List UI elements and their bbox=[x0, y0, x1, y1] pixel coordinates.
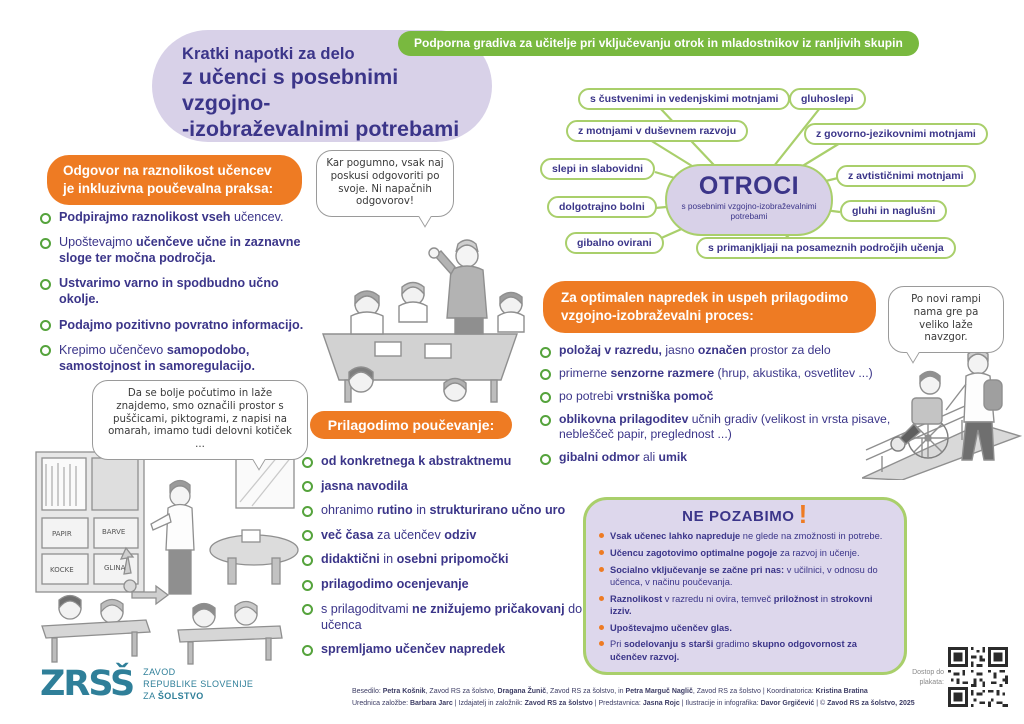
list-item: oblikovna prilagoditev učnih gradiv (velikost in vrsta pisave, nebleščeč papir, preglednost ...) bbox=[540, 412, 892, 444]
list-item: Pri sodelovanju s starši gradimo skupno odgovornost za učenčev razvoj. bbox=[599, 638, 891, 663]
list-item: Podajmo pozitivno povratno informacijo. bbox=[40, 317, 316, 333]
list-item: spremljamo učenčev napredek bbox=[302, 641, 594, 657]
bullet-icon bbox=[540, 392, 551, 403]
list-item: Krepimo učenčevo samopodobo, samostojnost in samoregulacijo. bbox=[40, 342, 316, 374]
mindmap-node-slepi: slepi in slabovidni bbox=[540, 158, 655, 180]
mindmap-node-gibalno: gibalno ovirani bbox=[565, 232, 664, 254]
bullet-icon bbox=[599, 533, 604, 538]
speech-bubble-classroom: Kar pogumno, vsak naj poskusi odgovoriti po svoje. Ni napačnih odgovorov! bbox=[316, 150, 454, 217]
bullet-icon bbox=[540, 369, 551, 380]
shelf-label-glina: GLINA bbox=[104, 564, 126, 572]
bullet-icon bbox=[540, 454, 551, 465]
shelf-label-barve: BARVE bbox=[102, 528, 126, 536]
list-item: Upoštevajmo učenčeve učne in zaznavne sloge ter močna področja. bbox=[40, 234, 316, 266]
mindmap-node-bolni: dolgotrajno bolni bbox=[547, 196, 657, 218]
mindmap-node-avtisticni: z avtističnimi motnjami bbox=[836, 165, 976, 187]
mindmap-node-govorno: z govorno-jezikovnimi motnjami bbox=[804, 123, 988, 145]
bullet-icon bbox=[40, 345, 51, 356]
mindmap-node-gluhoslepi: gluhoslepi bbox=[789, 88, 866, 110]
list-item: Upoštevajmo učenčev glas. bbox=[599, 622, 891, 634]
list-item: Vsak učenec lahko napreduje ne glede na zmožnosti in potrebe. bbox=[599, 530, 891, 542]
mindmap-center-title: OTROCI bbox=[698, 172, 800, 200]
shelf-label-papir: PAPIR bbox=[52, 530, 72, 538]
speech-bubble-corner: Da se bolje počutimo in laže znajdemo, smo označili prostor s puščicami, piktogrami, z napisi na omarah, imamo tudi delovni kotiček ... bbox=[92, 380, 308, 460]
zrss-logo bbox=[40, 664, 253, 704]
list-inclusive-practice bbox=[40, 209, 316, 383]
credits-line-1: Besedilo: Petra Košnik, Zavod RS za šolstvo, Dragana Žunič, Zavod RS za šolstvo, in Petra Marguč Naglič, Zavod RS za šolstvo | Koordinatorica: Kristina Bratina bbox=[352, 688, 868, 695]
support-banner: Podporna gradiva za učitelje pri vključevanju otrok in mladostnikov iz ranljivih skupin bbox=[398, 31, 919, 56]
bullet-icon bbox=[540, 347, 551, 358]
poster-title-kicker: Kratki napotki za delo bbox=[182, 45, 355, 63]
list-item: Podpirajmo raznolikost vseh učencev. bbox=[40, 209, 316, 225]
list-item: Socialno vključevanje se začne pri nas: v učilnici, v odnosu do učenca, v načinu poučevanja. bbox=[599, 564, 891, 589]
bullet-icon bbox=[302, 506, 313, 517]
list-adapt-process bbox=[540, 343, 892, 473]
list-item: jasna navodila bbox=[302, 478, 594, 494]
list-adapt-teaching bbox=[302, 453, 594, 666]
list-item: ohranimo rutino in strukturirano učno uro bbox=[302, 502, 594, 518]
bullet-icon bbox=[302, 457, 313, 468]
list-item: s prilagoditvami ne znižujemo pričakovanj do učenca bbox=[302, 601, 594, 633]
bullet-icon bbox=[302, 481, 313, 492]
credits bbox=[352, 686, 918, 711]
mindmap-node-custvene: s čustvenimi in vedenjskimi motnjami bbox=[578, 88, 790, 110]
qr-code bbox=[948, 647, 1008, 712]
bullet-icon bbox=[599, 625, 604, 630]
mindmap-center-node bbox=[665, 164, 833, 236]
list-item: primerne senzorne razmere (hrup, akustika, osvetlitev ...) bbox=[540, 366, 892, 382]
list-item: prilagodimo ocenjevanje bbox=[302, 576, 594, 592]
speech-bubble-ramp: Po novi rampi nama gre pa veliko laže navzgor. bbox=[888, 286, 1004, 353]
list-item: Učencu zagotovimo optimalne pogoje za razvoj in učenje. bbox=[599, 547, 891, 559]
list-item: Raznolikost v razredu ni ovira, temveč priložnost in strokovni izziv. bbox=[599, 593, 891, 618]
heading-adapt-teaching: Prilagodimo poučevanje: bbox=[310, 411, 512, 439]
poster-title-line3: -izobraževalnimi potrebami bbox=[182, 117, 460, 142]
bullet-icon bbox=[40, 213, 51, 224]
mindmap-node-dusevni: z motnjami v duševnem razvoju bbox=[566, 120, 748, 142]
list-item: več časa za učenčev odziv bbox=[302, 527, 594, 543]
mindmap-node-primanjkljaji: s primanjkljaji na posameznih področjih učenja bbox=[696, 237, 956, 259]
bullet-icon bbox=[302, 645, 313, 656]
bullet-icon bbox=[40, 238, 51, 249]
list-item: gibalni odmor ali umik bbox=[540, 450, 892, 466]
bullet-icon bbox=[40, 279, 51, 290]
exclamation-mark: ! bbox=[798, 499, 808, 529]
bullet-icon bbox=[599, 596, 604, 601]
list-item: didaktični in osebni pripomočki bbox=[302, 551, 594, 567]
bullet-icon bbox=[540, 415, 551, 426]
qr-label: Dostop do plakata: bbox=[912, 669, 944, 686]
ramp-illustration bbox=[862, 332, 1022, 480]
mindmap-node-gluhi: gluhi in naglušni bbox=[840, 200, 947, 222]
remember-box bbox=[583, 497, 907, 675]
bullet-icon bbox=[599, 641, 604, 646]
bullet-icon bbox=[302, 555, 313, 566]
credits-line-2: Urednica založbe: Barbara Jarc | Izdajatelj in založnik: Zavod RS za šolstvo | Predstavnica: Jasna Rojc | Ilustracije in infografika: Davor Grgičević | © Zavod RS za šolstvo, 2025 bbox=[352, 700, 915, 708]
classroom-illustration bbox=[305, 212, 540, 407]
bullet-icon bbox=[599, 567, 604, 572]
poster-title-line2: z učenci s posebnimi vzgojno- bbox=[182, 65, 399, 116]
bullet-icon bbox=[302, 604, 313, 615]
list-remember bbox=[599, 530, 891, 663]
zrss-logo-acronym: ZRSŠ bbox=[40, 664, 134, 704]
bullet-icon bbox=[40, 320, 51, 331]
list-item: od konkretnega k abstraktnemu bbox=[302, 453, 594, 469]
bullet-icon bbox=[302, 580, 313, 591]
bullet-icon bbox=[302, 530, 313, 541]
list-item: položaj v razredu, jasno označen prostor za delo bbox=[540, 343, 892, 359]
heading-adapt-process: Za optimalen napredek in uspeh prilagodimo vzgojno-izobraževalni proces: bbox=[543, 281, 876, 333]
remember-title: NE POZABIMO ! bbox=[682, 499, 808, 529]
mindmap-center-subtitle: s posebnimi vzgojno-izobraževalnimi potrebami bbox=[681, 201, 817, 222]
list-item: Ustvarimo varno in spodbudno učno okolje. bbox=[40, 275, 316, 307]
zrss-logo-text: ZAVOD REPUBLIKE SLOVENIJE ZA ŠOLSTVO bbox=[143, 666, 254, 702]
bullet-icon bbox=[599, 550, 604, 555]
heading-inclusive-practice: Odgovor na raznolikost učencev je inkluzivna poučevalna praksa: bbox=[47, 155, 302, 205]
list-item: po potrebi vrstniška pomoč bbox=[540, 389, 892, 405]
shelf-label-kocke: KOCKE bbox=[50, 566, 74, 574]
